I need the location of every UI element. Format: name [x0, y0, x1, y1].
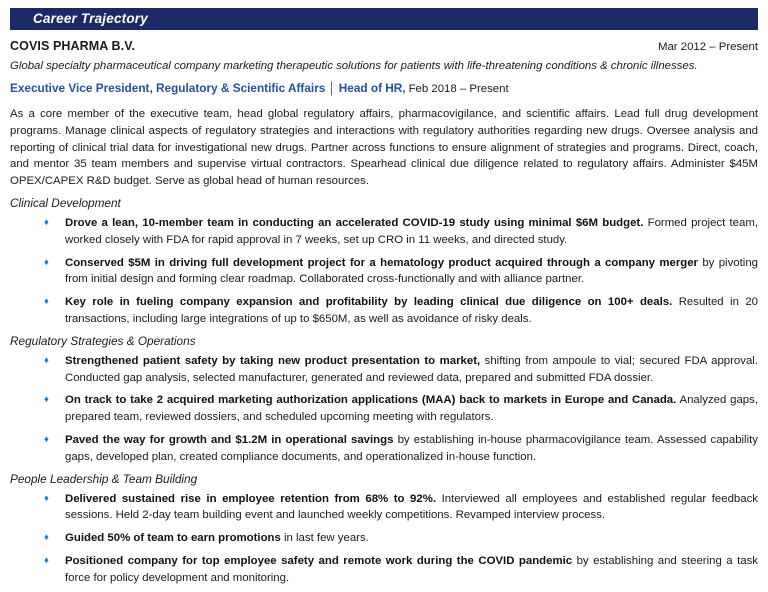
bullet-text: [65, 392, 758, 426]
diamond-bullet-icon: ♦: [44, 394, 49, 406]
bullet-item: [44, 530, 758, 547]
bullet-lead: Guided 50% of team to earn promotions: [65, 532, 281, 545]
bullet-text: [65, 432, 758, 466]
bullet-detail: by establishing and steering a task force for policy development and monitoring.: [65, 554, 758, 584]
bullet-lead: Drove a lean, 10-member team in conducting an accelerated COVID-19 study using minimal $6M budget.: [65, 216, 644, 229]
section-bullets-regulatory-strategies: [10, 353, 758, 466]
bullet-text: [65, 294, 758, 328]
company-row: [10, 38, 758, 55]
diamond-bullet-icon: ♦: [44, 256, 49, 268]
bullet-detail: in last few years.: [284, 532, 369, 545]
diamond-bullet-icon: ♦: [44, 554, 49, 566]
bullet-detail: Analyzed gaps, prepared team, reviewed dossiers, and scheduled upcoming meeting with regulators.: [65, 394, 758, 424]
bullet-text: [65, 491, 758, 525]
section-bullets-people-leadership: [10, 491, 758, 587]
role-separator: │: [328, 81, 336, 95]
bullet-item: [44, 491, 758, 525]
bullet-item: [44, 353, 758, 387]
bullet-item: [44, 294, 758, 328]
bullet-detail: by pivoting from initial design and forming clear roadmap. Collaborated cross-functionally and with alliance partner.: [65, 256, 758, 286]
bullet-text: [65, 215, 758, 249]
role-title-secondary: Head of HR,: [338, 81, 406, 95]
bullet-text: [65, 353, 758, 387]
bullet-detail: Formed project team, worked closely with FDA for rapid approval in 7 weeks, set up CRO in 11 weeks, and directed study.: [65, 216, 759, 246]
bullet-lead: Delivered sustained rise in employee retention from 68% to 92%.: [65, 492, 436, 505]
bullet-lead: Strengthened patient safety by taking new product presentation to market,: [65, 354, 481, 367]
bullet-detail: Resulted in 20 transactions, including large integrations of up to $650M, as well as avoidance of risky deals.: [65, 296, 758, 325]
bullet-text: [65, 530, 758, 547]
bullet-lead: Conserved $5M in driving full development project for a hematology product acquired through a company merger: [65, 256, 698, 269]
summary-paragraph: As a core member of the executive team, head global regulatory affairs, pharmacovigilance, and scientific affairs. Lead full drug development programs. Manage clinical aspects of regulatory strategies and interactions with regulatory authorities regarding new drugs. Oversee analysis and reporting of clinical trial data for investigational new drugs. Partner across functions to ensure alignment of strategies and programs. Direct, coach, and mentor 35 team members and supervise virtual contractors. Spearhead clinical due diligence related to regulatory affairs. Administer $45M OPEX/CAPEX R&D budget. Serve as global head of human resources.: [10, 108, 758, 188]
bullet-item: [44, 215, 758, 249]
bullet-detail: shifting from ampoule to vial; secured FDA approval. Conducted gap analysis, selected manufacturer, generated and reviewed data, prepared and submitted FDA dossier.: [65, 354, 758, 384]
company-description: Global specialty pharmaceutical company marketing therapeutic solutions for patients with life-threatening conditions & chronic illnesses.: [10, 60, 698, 72]
bullet-detail: Interviewed all employees and established regular feedback sessions. Held 2-day team building event and launched weekly competitions. Revamped interview process.: [65, 492, 758, 522]
bullet-item: [44, 392, 758, 426]
section-header-title: Career Trajectory: [33, 11, 148, 26]
company-name: COVIS PHARMA B.V.: [10, 39, 136, 53]
company-dates: Mar 2012 – Present: [657, 41, 758, 53]
bullet-lead: Positioned company for top employee safety and remote work during the COVID pandemic: [65, 554, 573, 567]
bullet-lead: Paved the way for growth and $1.2M in operational savings: [65, 433, 394, 446]
section-heading-regulatory-strategies: Regulatory Strategies & Operations: [10, 333, 196, 348]
diamond-bullet-icon: ♦: [44, 296, 49, 308]
section-heading-people-leadership: People Leadership & Team Building: [10, 471, 198, 486]
bullet-lead: Key role in fueling company expansion and profitability by leading clinical due diligence on 100+ deals.: [65, 296, 673, 309]
diamond-bullet-icon: ♦: [44, 492, 49, 504]
section-bullets-clinical-development: [10, 215, 758, 328]
role-title-primary: Executive Vice President, Regulatory & Scientific Affairs: [10, 81, 326, 95]
role-dates: Feb 2018 – Present: [408, 83, 509, 95]
bullet-text: [65, 553, 758, 587]
bullet-item: [44, 255, 758, 289]
diamond-bullet-icon: ♦: [44, 433, 49, 445]
diamond-bullet-icon: ♦: [44, 354, 49, 366]
role-line: [10, 81, 758, 97]
bullet-lead: On track to take 2 acquired marketing authorization applications (MAA) back to markets in Europe and Canada.: [65, 394, 677, 407]
bullet-item: [44, 432, 758, 466]
section-header-bar: [10, 8, 758, 30]
bullet-item: [44, 553, 758, 587]
diamond-bullet-icon: ♦: [44, 216, 49, 228]
bullet-detail: by establishing in-house pharmacovigilance team. Assessed capability gaps, developed plan, created compliance documents, and operationalized in-house function.: [65, 433, 758, 463]
bullet-text: [65, 255, 758, 289]
diamond-bullet-icon: ♦: [44, 532, 49, 544]
section-heading-clinical-development: Clinical Development: [10, 195, 121, 210]
